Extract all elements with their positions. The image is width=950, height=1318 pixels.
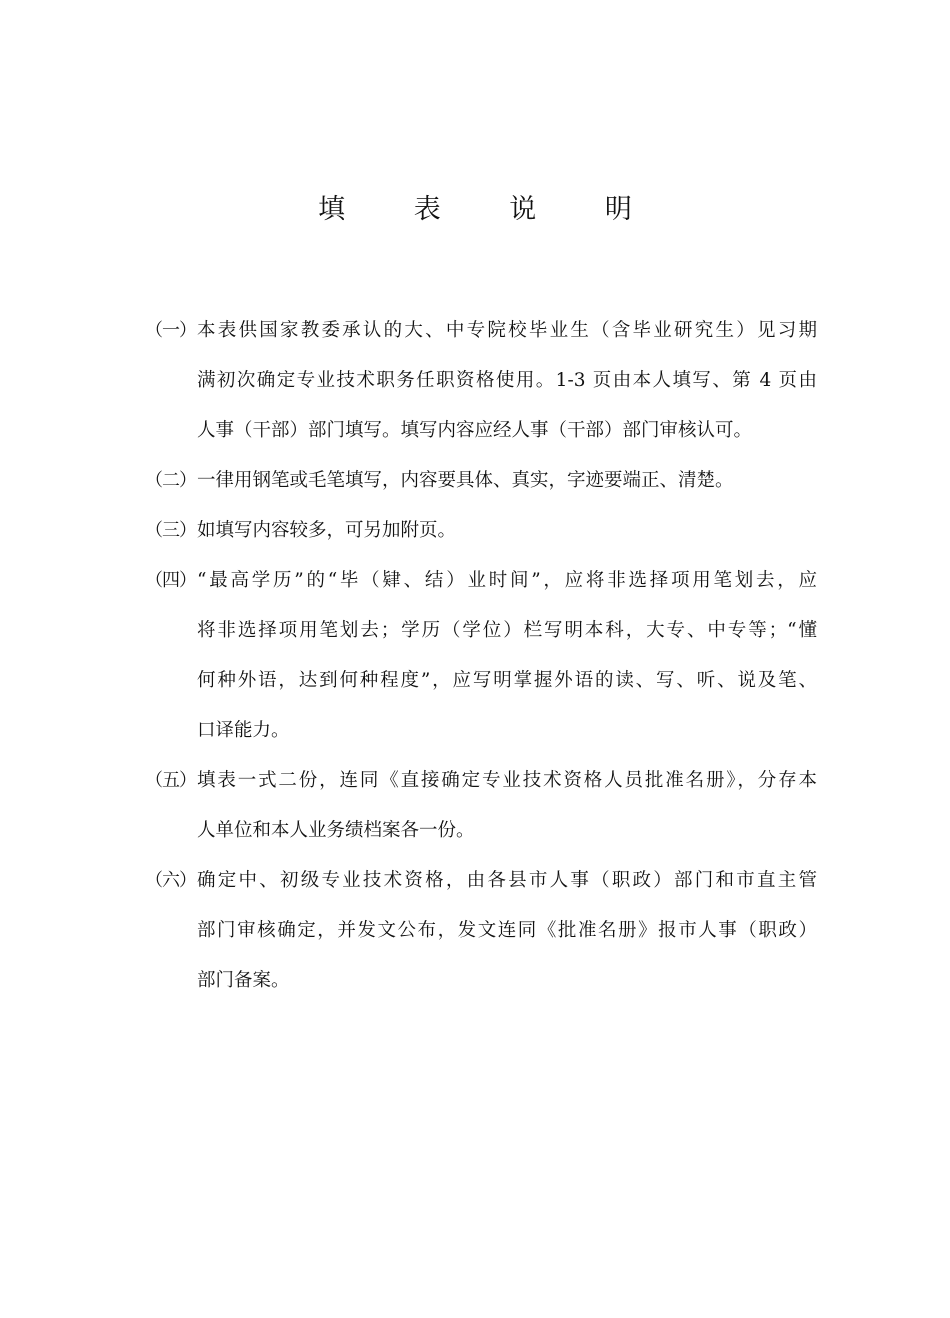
- list-item: [145, 856, 817, 1006]
- item-text-line: 如填写内容较多，可另加附页。: [197, 520, 457, 541]
- list-item: [145, 556, 817, 756]
- item-number: （四）: [145, 570, 196, 591]
- page-title: 填 表 说 明: [318, 194, 662, 225]
- item-text-line: 人事（干部）部门填写。填写内容应经人事（干部）部门审核认可。: [197, 420, 753, 441]
- list-item: [145, 506, 817, 556]
- item-number: （一）: [145, 320, 196, 341]
- item-number: （五）: [145, 770, 196, 791]
- item-number: （三）: [145, 520, 196, 541]
- item-text-line: 本表供国家教委承认的大、中专院校毕业生（含毕业研究生）见习期: [197, 320, 817, 341]
- list-item: [145, 756, 817, 856]
- item-text-line: “最高学历”的“毕（肄、结）业时间”，应将非选择项用笔划去，应: [197, 570, 817, 591]
- item-number: （二）: [145, 470, 196, 491]
- item-text-line: 确定中、初级专业技术资格，由各县市人事（职政）部门和市直主管: [197, 870, 817, 891]
- item-text-line: 何种外语，达到何种程度”，应写明掌握外语的读、写、听、说及笔、: [197, 670, 817, 691]
- item-text-line: 满初次确定专业技术职务任职资格使用。1-3 页由本人填写、第 4 页由: [197, 370, 817, 391]
- item-number: （六）: [145, 870, 196, 891]
- item-text-line: 将非选择项用笔划去；学历（学位）栏写明本科，大专、中专等；“懂: [197, 620, 817, 641]
- item-text-line: 一律用钢笔或毛笔填写，内容要具体、真实，字迹要端正、清楚。: [197, 470, 734, 491]
- item-text-line: 部门审核确定，并发文公布，发文连同《批准名册》报市人事（职政）: [197, 920, 817, 941]
- item-text-line: 人单位和本人业务绩档案各一份。: [197, 820, 475, 841]
- item-text-line: 口译能力。: [197, 720, 290, 741]
- instruction-list: [145, 306, 817, 1006]
- list-item: [145, 456, 817, 506]
- item-text-line: 填表一式二份，连同《直接确定专业技术资格人员批准名册》，分存本: [197, 770, 817, 791]
- list-item: [145, 306, 817, 456]
- item-text-line: 部门备案。: [197, 970, 290, 991]
